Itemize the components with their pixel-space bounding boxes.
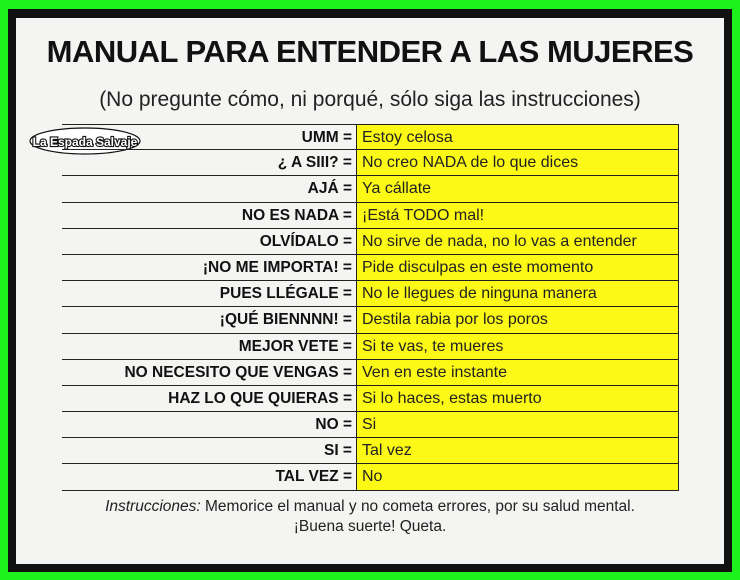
- phrase-cell: ¡QUÉ BIENNNN! =: [219, 311, 352, 329]
- phrase-cell: MEJOR VETE =: [238, 337, 352, 355]
- table-row: [62, 438, 679, 464]
- meaning-cell: Estoy celosa: [356, 125, 679, 149]
- meaning-cell: No sirve de nada, no lo vas a entender: [356, 229, 679, 254]
- table-row: [62, 124, 679, 150]
- footer-label: Instrucciones:: [105, 498, 201, 515]
- phrase-cell: OLVÍDALO =: [259, 232, 352, 250]
- table-row: [62, 386, 679, 412]
- phrase-cell: NO =: [315, 416, 352, 434]
- manual-table: [62, 124, 679, 491]
- footer-signature: ¡Buena suerte! Queta.: [293, 518, 447, 535]
- phrase-cell: NO NECESITO QUE VENGAS =: [124, 363, 352, 381]
- phrase-cell: TAL VEZ =: [275, 468, 352, 486]
- table-row: [62, 229, 679, 255]
- meaning-cell: Si lo haces, estas muerto: [356, 386, 679, 411]
- meaning-cell: No le llegues de ninguna manera: [356, 281, 679, 306]
- table-row: [62, 412, 679, 438]
- phrase-cell: PUES LLÉGALE =: [219, 285, 352, 303]
- table-row: [62, 150, 679, 176]
- phrase-cell: HAZ LO QUE QUIERAS =: [168, 389, 352, 407]
- meaning-cell: Tal vez: [356, 438, 679, 463]
- table-row: [62, 360, 679, 386]
- phrase-cell: ¡NO ME IMPORTA! =: [202, 258, 352, 276]
- footer-text: Memorice el manual y no cometa errores, por su salud mental.: [200, 498, 635, 515]
- page-subtitle: (No pregunte cómo, ni porqué, sólo siga las instrucciones): [99, 88, 641, 111]
- phrase-cell: NO ES NADA =: [241, 206, 352, 224]
- meaning-cell: ¡Está TODO mal!: [356, 203, 679, 228]
- meaning-cell: No creo NADA de lo que dices: [356, 150, 679, 175]
- page-title: MANUAL PARA ENTENDER A LAS MUJERES: [46, 34, 694, 69]
- phrase-cell: AJÁ =: [307, 180, 352, 198]
- meaning-cell: Ven en este instante: [356, 360, 679, 385]
- table-row: [62, 203, 679, 229]
- phrase-cell: ¿ A SIII? =: [277, 154, 352, 172]
- phrase-cell: UMM =: [301, 129, 352, 146]
- table-row: [62, 307, 679, 333]
- table-row: [62, 176, 679, 202]
- meaning-cell: Si te vas, te mueres: [356, 334, 679, 359]
- phrase-cell: SI =: [323, 442, 352, 460]
- meaning-cell: No: [356, 464, 679, 489]
- meaning-cell: Si: [356, 412, 679, 437]
- table-row: [62, 281, 679, 307]
- table-row: [62, 334, 679, 360]
- table-row: [62, 464, 679, 490]
- meaning-cell: Pide disculpas en este momento: [356, 255, 679, 280]
- watermark-text: La Espada Salvaje: [32, 135, 138, 149]
- meaning-cell: Destila rabia por los poros: [356, 307, 679, 332]
- table-row: [62, 255, 679, 281]
- footer-instructions: [0, 498, 740, 516]
- meaning-cell: Ya cállate: [356, 176, 679, 201]
